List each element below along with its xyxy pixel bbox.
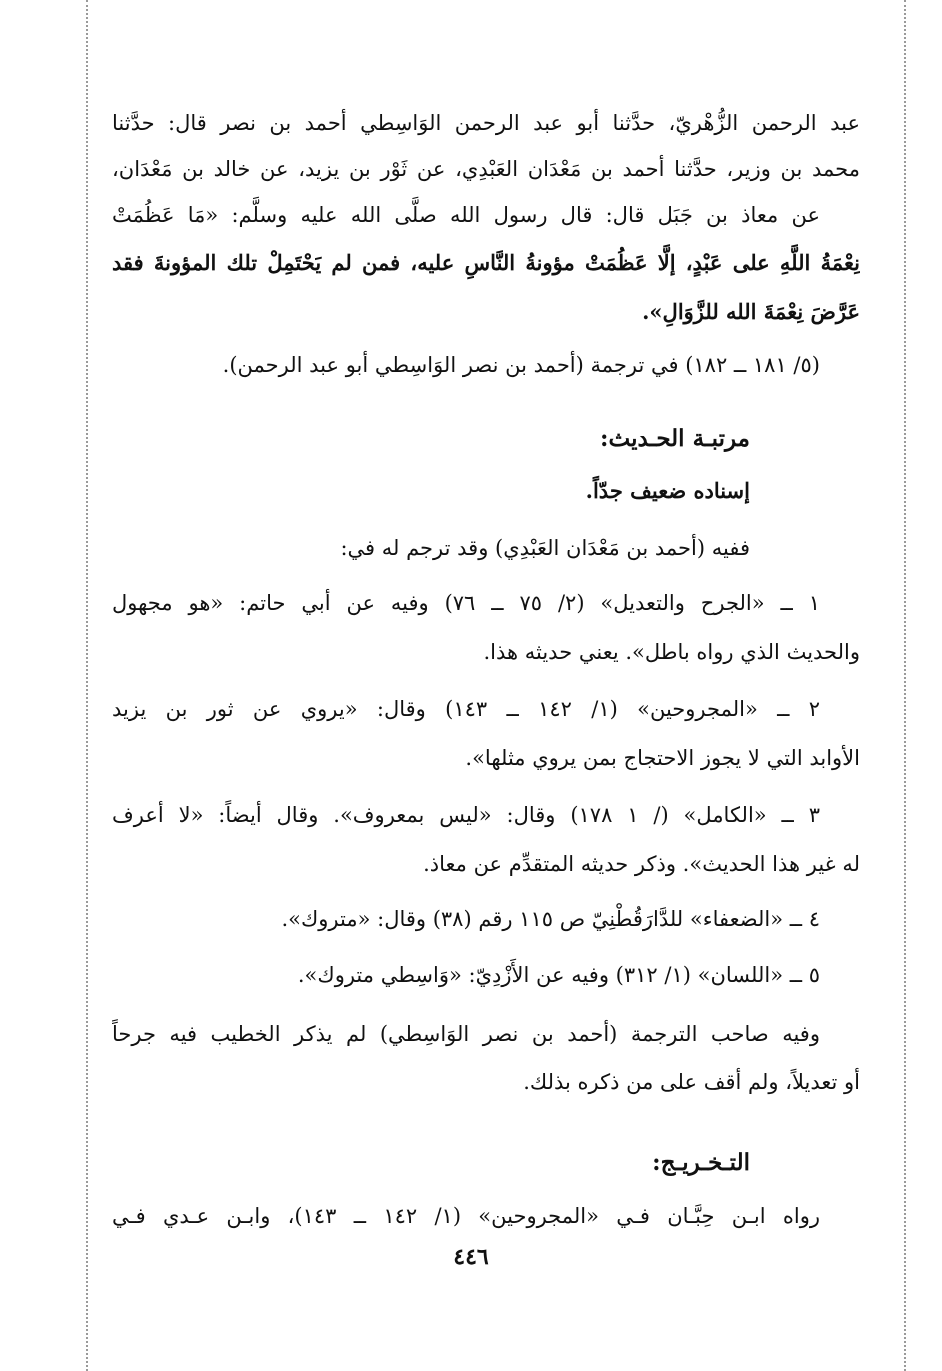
page-edge-left	[86, 0, 88, 1371]
text-line: إسناده ضعيف جدّاً.	[585, 478, 750, 503]
text-line: عبد الرحمن الزُّهْريّ، حدَّثنا أبو عبد الرحمن الوَاسِطي أحمد بن نصر قال: حدَّثنا	[112, 111, 860, 135]
heading-text: مرتبـة الحـديث:	[600, 425, 750, 452]
page-number: ٤٤٦	[453, 1244, 489, 1270]
text-line: وفيه صاحب الترجمة (أحمد بن نصر الوَاسِطي) لم يذكر الخطيب فيه جرحاً	[112, 1022, 820, 1046]
text-line: ٢ ــ «المجروحين» (١/ ١٤٢ ــ ١٤٣) وقال: «يروي عن ثور بن يزيد	[112, 697, 820, 721]
text-line: رواه ابـن حِبَّـان فـي «المجروحين» (١/ ١٤٢ ــ ١٤٣)، وابـن عـدي فـي	[112, 1204, 820, 1228]
paragraph-grade-verdict	[112, 466, 860, 516]
paragraph-narrator-intro	[112, 522, 860, 574]
paragraph-translated-narrator	[112, 1010, 860, 1106]
text-line: محمد بن وزير، حدَّثنا أحمد بن مَعْدَان العَبْدِي، عن ثَوْر بن يزيد، عن خالد بن مَعْدَان،	[112, 157, 860, 181]
text-line: أو تعديلاً، ولم أقف على من ذكره بذلك.	[523, 1070, 860, 1094]
page-edge-right	[904, 0, 906, 1371]
text-line: ١ ــ «الجرح والتعديل» (٢/ ٧٥ ــ ٧٦) وفيه عن أبي حاتم: «هو مجهول	[112, 591, 820, 615]
paragraph-source	[112, 344, 860, 386]
list-item-3	[112, 790, 860, 888]
hadith-text-line: نِعْمَةُ اللَّهِ على عَبْدٍ، إلَّا عَظُمَتْ مؤونةُ النَّاسِ عليه، فمن لم يَحْتَمِلْ تلك المؤونةَ فقد	[112, 250, 860, 275]
list-item-5	[112, 950, 860, 1000]
text-line: ٤ ــ «الضعفاء» للدَّارَقُطْنِيّ ص ١١٥ رقم (٣٨) وقال: «متروك».	[281, 907, 820, 931]
text-line: ٥ ــ «اللسان» (١/ ٣١٢) وفيه عن الأَزْدِيّ: «وَاسِطي متروك».	[297, 963, 820, 987]
text-line: ففيه (أحمد بن مَعْدَان العَبْدِي) وقد ترجم له في:	[340, 536, 750, 560]
list-item-4	[112, 894, 860, 944]
text-line: عن معاذ بن جَبَل قال: قال رسول الله صلَّى الله عليه وسلَّم: «مَا عَظُمَتْ	[112, 203, 820, 227]
paragraph-isnad	[112, 100, 860, 336]
heading-text: التـخـريـج:	[652, 1149, 750, 1176]
text-line: ٣ ــ «الكامل» (/ ١ ١٧٨) وقال: «ليس بمعروف». وقال أيضاً: «لا أعرف	[112, 803, 820, 827]
text-line: له غير هذا الحديث». وذكر حديثه المتقدِّم عن معاذ.	[423, 852, 860, 876]
page-body	[112, 100, 860, 1240]
paragraph-takhrij	[112, 1192, 860, 1240]
text-line: الأوابد التي لا يجوز الاحتجاج بمن يروي مثلها».	[465, 746, 860, 770]
heading-takhrij	[112, 1136, 860, 1190]
hadith-text-line: عَرَّضَ نِعْمَةَ الله للزَّوَالِ».	[642, 299, 860, 324]
list-item-2	[112, 684, 860, 782]
list-item-1	[112, 578, 860, 676]
heading-hadith-grade	[112, 412, 860, 466]
text-line: والحديث الذي رواه باطل». يعني حديثه هذا.	[483, 640, 860, 664]
text-line: (٥/ ١٨١ ــ ١٨٢) في ترجمة (أحمد بن نصر الوَاسِطي أبو عبد الرحمن).	[222, 353, 820, 377]
